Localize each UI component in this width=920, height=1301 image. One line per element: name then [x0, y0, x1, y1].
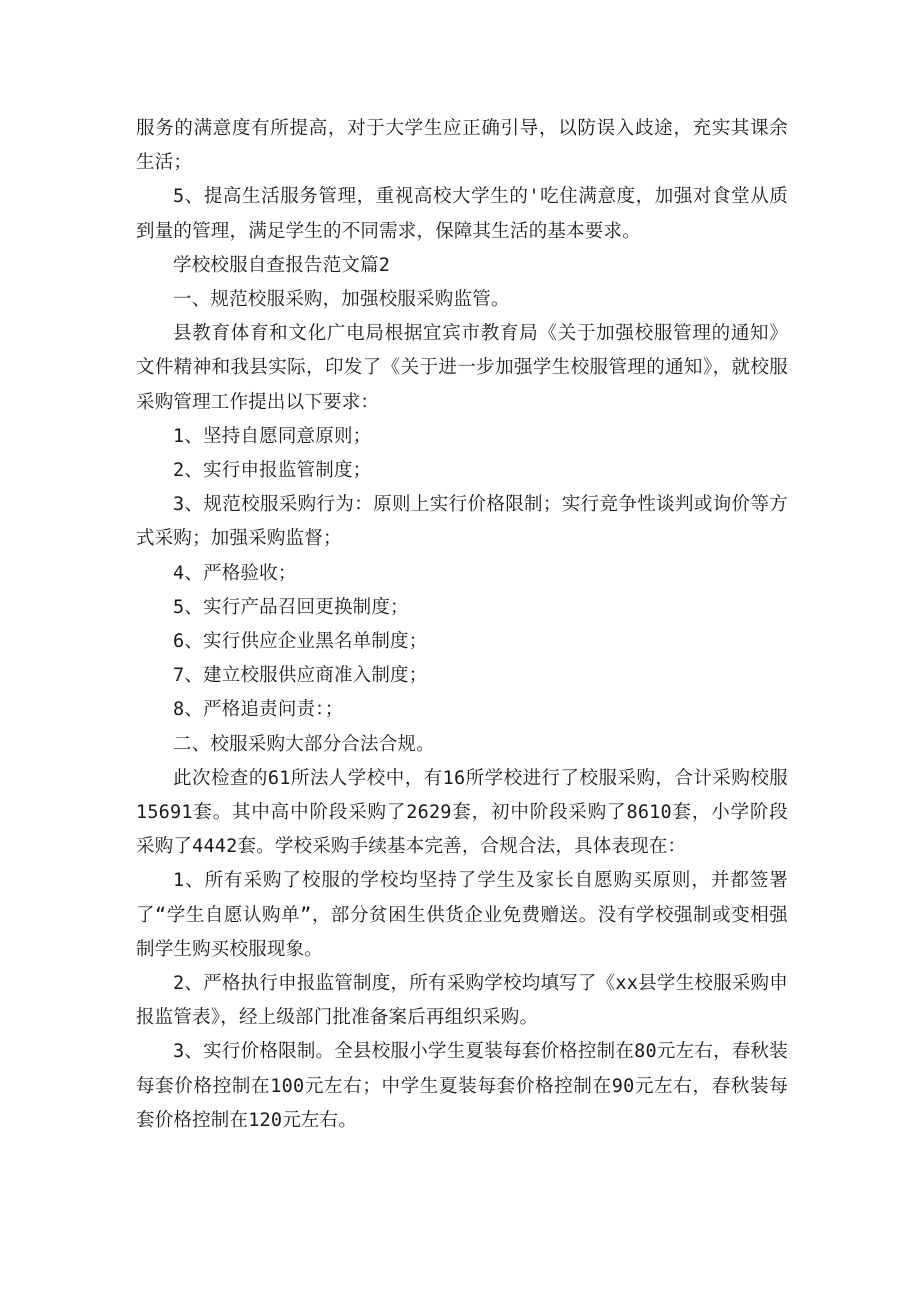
paragraph-2: 5、提高生活服务管理，重视高校大学生的'吃住满意度，加强对食堂从质到量的管理，满足学生的不同需求，保障其生活的基本要求。: [136, 186, 788, 242]
list-item-4: 4、严格验收；: [173, 562, 297, 584]
document-body: [136, 112, 788, 1138]
detail-item-3: 3、实行价格限制。全县校服小学生夏装每套价格控制在80元左右，春秋装每套价格控制在100元左右；中学生夏装每套价格控制在90元左右，春秋装每套价格控制在120元左右。: [136, 1041, 788, 1131]
list-item-3: 3、规范校服采购行为：原则上实行价格限制；实行竞争性谈判或询价等方式采购；加强采购监督；: [136, 494, 788, 550]
list-item-5: 5、实行产品召回更换制度；: [173, 596, 409, 618]
section-title: 学校校服自查报告范文篇2: [173, 254, 391, 276]
list-item-2: 2、实行申报监管制度；: [173, 460, 372, 482]
list-item-8: 8、严格追责问责：；: [173, 699, 344, 721]
paragraph-1: 服务的满意度有所提高，对于大学生应正确引导，以防误入歧途，充实其课余生活；: [136, 118, 788, 174]
detail-item-2: 2、严格执行申报监管制度，所有采购学校均填写了《xx县学生校服采购申报监管表》，经上级部门批准备案后再组织采购。: [136, 973, 788, 1029]
heading-part-two: 二、校服采购大部分合法合规。: [173, 733, 435, 755]
heading-part-one: 一、规范校服采购，加强校服采购监管。: [173, 289, 510, 311]
list-item-6: 6、实行供应企业黑名单制度；: [173, 631, 428, 653]
detail-item-1: 1、所有采购了校服的学校均坚持了学生及家长自愿购买原则，并都签署了“学生自愿认购单”，部分贫困生供货企业免费赠送。没有学校强制或变相强制学生购买校服现象。: [136, 870, 788, 960]
paragraph-notice: 县教育体育和文化广电局根据宜宾市教育局《关于加强校服管理的通知》文件精神和我县实际，印发了《关于进一步加强学生校服管理的通知》，就校服采购管理工作提出以下要求：: [136, 323, 788, 413]
list-item-7: 7、建立校服供应商准入制度；: [173, 665, 428, 687]
list-item-1: 1、坚持自愿同意原则；: [173, 425, 372, 447]
paragraph-inspection: 此次检查的61所法人学校中，有16所学校进行了校服采购，合计采购校服15691套。其中高中阶段采购了2629套，初中阶段采购了8610套，小学阶段采购了4442套。学校采购手续基本完善，合规合法，具体表现在：: [136, 767, 788, 858]
